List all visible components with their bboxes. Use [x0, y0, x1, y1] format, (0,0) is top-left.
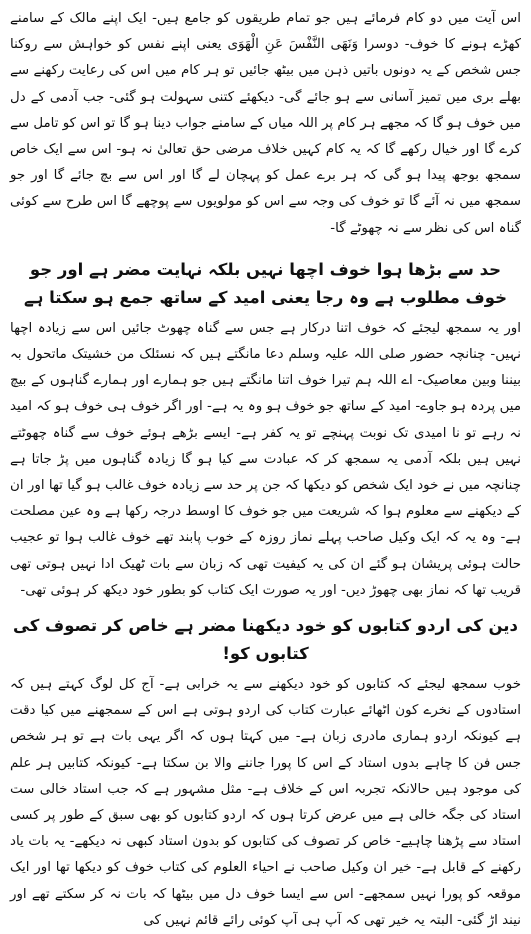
- paragraph-balanced-fear: [10, 316, 521, 604]
- page-content: [10, 6, 521, 934]
- quran-verse-phrase: وَنَهَى النَّفْسَ عَنِ الْهَوَى: [227, 37, 359, 53]
- paragraph-text-continued: یعنی اپنے نفس کو خواہش سے روکنا جس شخص کے یہ دونوں باتیں ذہن میں بیٹھ جائیں تو ہر کام میں اس کی رعایت رکھنے سے بھلے بری میں تمیز آسانی سے ہو جائے گی- دیکھئے کتنی سہولت ہو گئی- جب آدمی کے دل میں خوف ہو گا کہ مجھے ہر کام پر اللہ میاں کے سامنے جواب دینا ہو گا تو اس کو تامل سے کرے گا اور خیال رکھے گا کہ یہ کام کہیں خلاف مرضی حق تعالیٰ نہ ہو- اس سے ایک خاص سمجھ بوجھ پیدا ہو گی کہ ہر برے عمل کو پہچان لے گا اور اس سے بچ جائے گا اور جو سمجھ میں نہ آئے گا تو خوف کی وجہ سے اس کو مولویوں سے پوچھے گا اس طرح سے کوئی گناہ اس کی نظر سے نہ چھوٹے گا-: [10, 37, 521, 236]
- section-heading-excess-fear: حد سے بڑھا ہوا خوف اچھا نہیں بلکہ نہایت مضر ہے اور جو خوف مطلوب ہے وہ رجا یعنی امید کے ساتھ جمع ہو سکتا ہے: [24, 259, 507, 307]
- section-heading-urdu-books: دین کی اردو کتابوں کو خود دیکھنا مضر ہے خاص کر تصوف کی کتابوں کو!: [13, 616, 518, 664]
- arabic-dua: نسئلک من خشیتک ماتحول بہ بیننا وبین معاصیک: [10, 347, 521, 389]
- paragraph-text-continued: - اے اللہ ہم تیرا خوف اتنا مانگتے ہیں جو ہمارے اور ہمارے گناہوں کے بیچ میں پردہ ہو جاوے- امید کے ساتھ جو خوف ہو وہ یہ ہے- اور اگر خوف ہی خوف ہو کہ امید نہ رہے تو نا امیدی تک نوبت پہنچے تو یہ کفر ہے- ایسے بڑھے ہوئے خوف سے گناہ چھوٹتے نہیں ہیں بلکہ آدمی یہ سمجھ کر کہ عبادت سے کیا ہو گا زیادہ گناہوں میں پڑ جاتا ہے چنانچہ میں نے خود ایک شخص کو دیکھا کہ جن پر حد سے زیادہ خوف غالب ہو گیا تھا اور ان کے دیکھنے سے معلوم ہوا کہ شریعت میں جو خوف کا اوسط درجہ رکھا ہے وہ عین مصلحت ہے- وہ یہ کہ ایک وکیل صاحب پہلے نماز روزہ کے خوب پابند تھے خوف غالب ہوا تو عجیب حالت ہوئی پریشان ہو گئے ان کی یہ کیفیت تھی کہ زبان سے بات ٹھیک ادا نہیں ہوتی تھی قریب تھا کہ نماز بھی چھوڑ دیں- اور یہ صورت ایک کتاب کو بطور خود دیکھ کر ہوئی تھی-: [10, 373, 521, 598]
- paragraph-fear-and-restraint: [10, 6, 521, 242]
- paragraph-reading-with-teacher: خوب سمجھ لیجئے کہ کتابوں کو خود دیکھنے سے یہ خرابی ہے- آج کل لوگ کہتے ہیں کہ استادوں کے نخرے کون اٹھائے عبارت کتاب کی اردو ہوتی ہے اس کے سمجھنے میں کیا دقت ہے کیونکہ اردو ہماری مادری زبان ہے- میں کہتا ہوں کہ اگر یہی بات ہے تو ہر شخص جس فن کا چاہے بدوں استاد کے اس کا پورا جاننے والا بن سکتا ہے- کیونکہ کتابیں ہر علم کی موجود ہیں حالانکہ تجربہ اس کے خلاف ہے- مثل مشہور ہے کہ جب استاد خالی ست استاد کی جگہ خالی ہے میں عرض کرتا ہوں کہ اردو کتابوں کو بھی سبق کے طور پر کسی استاد سے پڑھنا چاہیے- خاص کر تصوف کی کتابوں کو بدون استاد کبھی نہ دیکھے- یہ بات یاد رکھنے کے قابل ہے- خیر ان وکیل صاحب نے احیاء العلوم کی کتاب خوف کو دیکھا تھا اور ایک موقعہ کو پورا نہیں سمجھے- اس سے ایسا خوف دل میں بیٹھا کہ بات نہ کر سکتے تھے اور نیند اڑ گئی- البتہ یہ خیر تھی کہ آپ ہی آپ کوئی رائے قائم نہیں کی: [10, 677, 521, 928]
- paragraph-text: اور یہ سمجھ لیجئے کہ خوف اتنا درکار ہے جس سے گناہ چھوٹ جائیں اس سے زیادہ اچھا نہیں- چنانچہ حضور صلی اللہ علیہ وسلم دعا مانگتے ہیں کہ: [10, 320, 522, 363]
- paragraph-text: اس آیت میں دو کام فرمائے ہیں جو تمام طریقوں کو جامع ہیں- ایک اپنے مالک کے سامنے کھڑے ہونے کا خوف- دوسرا: [10, 11, 521, 53]
